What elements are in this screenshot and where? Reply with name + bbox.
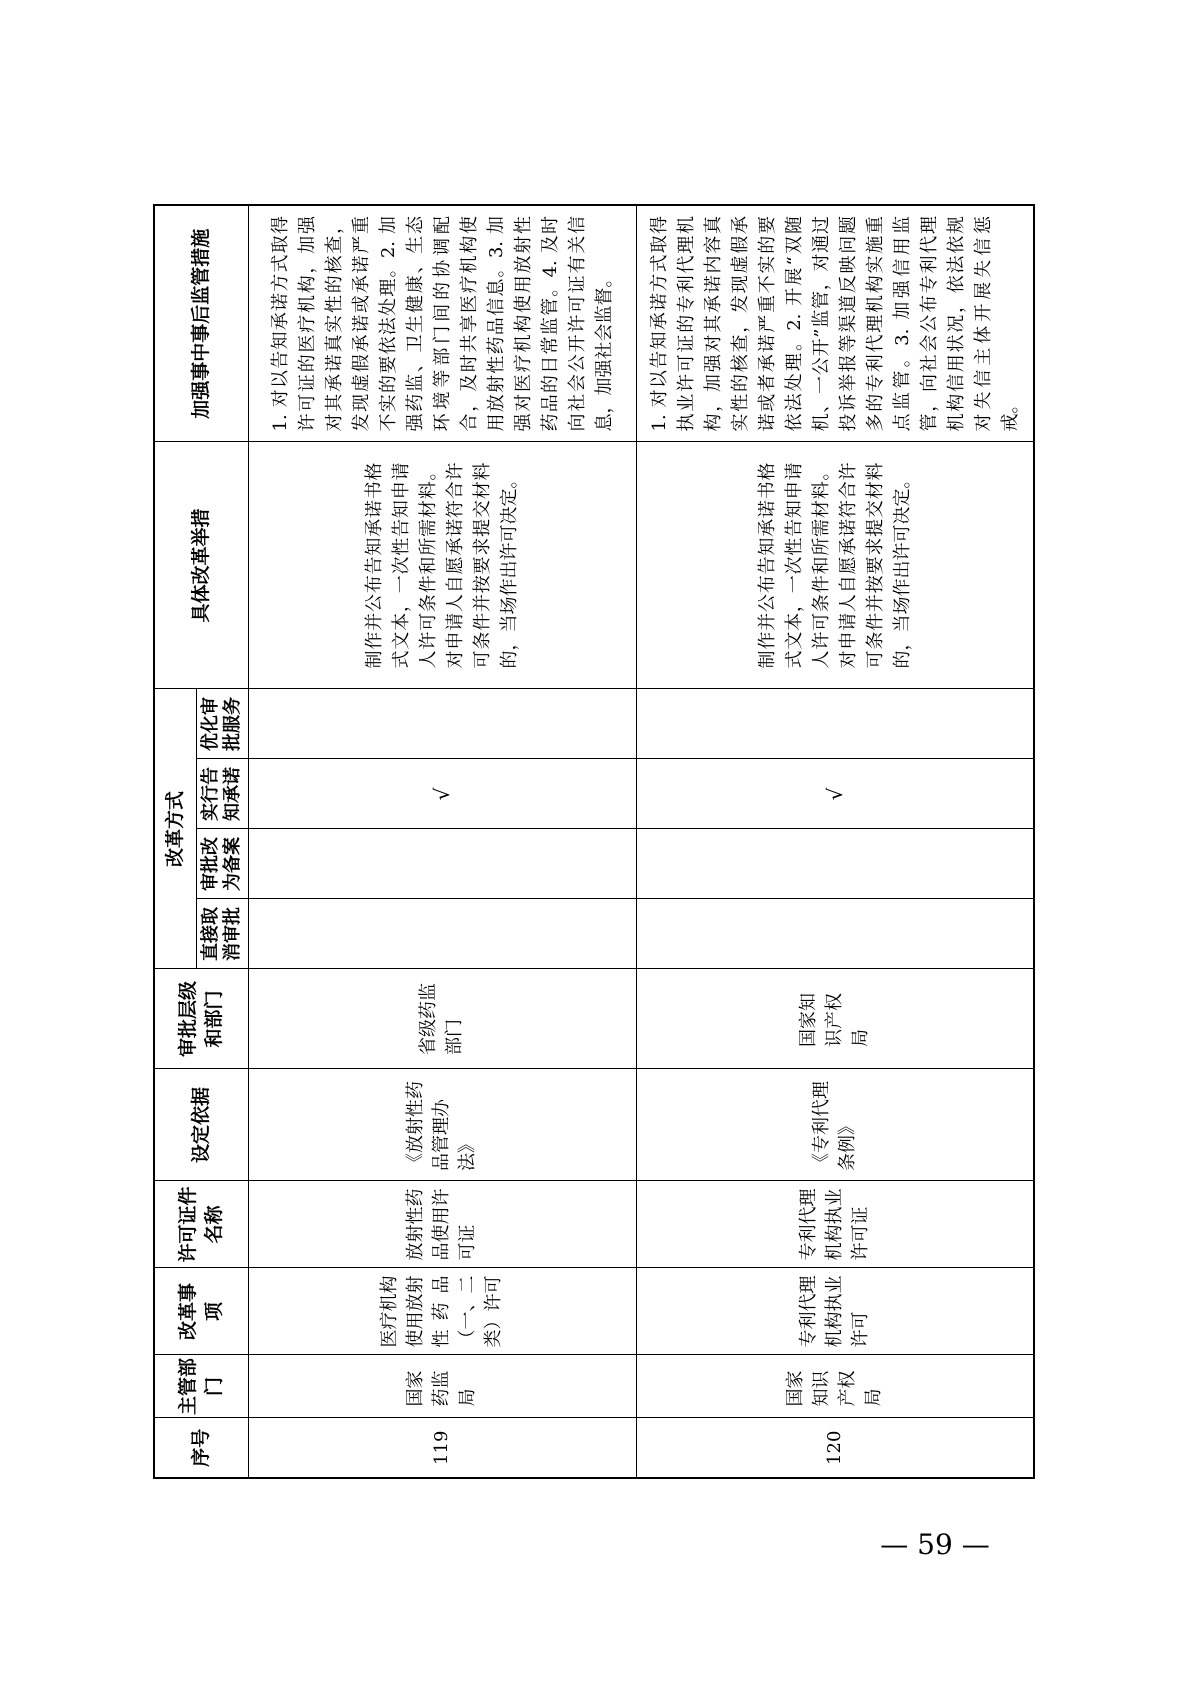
- page-number: — 59 —: [880, 1528, 990, 1561]
- row-basis: 《专利代理条例》: [636, 1069, 1034, 1181]
- row-mode-cancel: [636, 899, 1034, 969]
- row-measures: 制作并公布告知承诺书格式文本，一次性告知申请人许可条件和所需材料。对申请人自愿承诺符合许可条件并按要求提交材料的，当场作出许可决定。: [636, 442, 1034, 689]
- row-seq: 119: [248, 1418, 636, 1478]
- header-license: 许可证件名称: [154, 1181, 248, 1268]
- header-supervision: 加强事中事后监管措施: [154, 205, 248, 442]
- rotated-table-container: [153, 206, 1033, 1479]
- row-license: 专利代理机构执业许可证: [636, 1181, 1034, 1268]
- header-level: 审批层级和部门: [154, 969, 248, 1069]
- row-item: 专利代理机构执业许可: [636, 1268, 1034, 1355]
- header-measures: 具体改革举措: [154, 442, 248, 689]
- header-mode-optimize: 优化审批服务: [196, 689, 248, 759]
- row-dept: 国家药监局: [248, 1355, 636, 1418]
- row-mode-record: [636, 829, 1034, 899]
- row-supervision: 1. 对以告知承诺方式取得许可证的医疗机构，加强对其承诺真实性的核查，发现虚假承诺或承诺严重不实的要依法处理。2. 加强药监、卫生健康、生态环境等部门间的协调配合，及时共享医疗机构使用放射性药品信息。3. 加强对医疗机构使用放射性药品的日常监管。4. 及时向社会公开许可证有关信息，加强社会监督。: [248, 205, 636, 442]
- header-seq: 序号: [154, 1418, 248, 1478]
- header-item: 改革事项: [154, 1268, 248, 1355]
- header-dept: 主管部门: [154, 1355, 248, 1418]
- header-reform-mode: 改革方式: [154, 689, 196, 969]
- row-measures: 制作并公布告知承诺书格式文本，一次性告知申请人许可条件和所需材料。对申请人自愿承诺符合许可条件并按要求提交材料的，当场作出许可决定。: [248, 442, 636, 689]
- header-mode-promise: 实行告知承诺: [196, 759, 248, 829]
- reform-table: [153, 204, 1035, 1479]
- row-dept: 国家知识产权局: [636, 1355, 1034, 1418]
- row-seq: 120: [636, 1418, 1034, 1478]
- row-mode-record: [248, 829, 636, 899]
- row-item: 医疗机构使用放射性药品（一、二类）许可: [248, 1268, 636, 1355]
- header-basis: 设定依据: [154, 1069, 248, 1181]
- row-mode-promise-check: √: [248, 759, 636, 829]
- row-supervision: 1. 对以告知承诺方式取得执业许可证的专利代理机构，加强对其承诺内容真实性的核查，发现虚假承诺或者承诺严重不实的要依法处理。2. 开展“双随机、一公开”监管，对通过投诉举报等渠道反映问题多的专利代理机构实施重点监管。3. 加强信用监管，向社会公布专利代理机构信用状况，依法依规对失信主体开展失信惩戒。: [636, 205, 1034, 442]
- table-row: [636, 205, 1034, 1478]
- row-mode-promise-check: √: [636, 759, 1034, 829]
- header-mode-cancel: 直接取消审批: [196, 899, 248, 969]
- row-level: 省级药监部门: [248, 969, 636, 1069]
- header-mode-record: 审批改为备案: [196, 829, 248, 899]
- row-mode-cancel: [248, 899, 636, 969]
- header-row-1: [154, 205, 196, 1478]
- row-mode-optimize: [636, 689, 1034, 759]
- row-mode-optimize: [248, 689, 636, 759]
- row-level: 国家知识产权局: [636, 969, 1034, 1069]
- row-basis: 《放射性药品管理办法》: [248, 1069, 636, 1181]
- row-license: 放射性药品使用许可证: [248, 1181, 636, 1268]
- table-row: [248, 205, 636, 1478]
